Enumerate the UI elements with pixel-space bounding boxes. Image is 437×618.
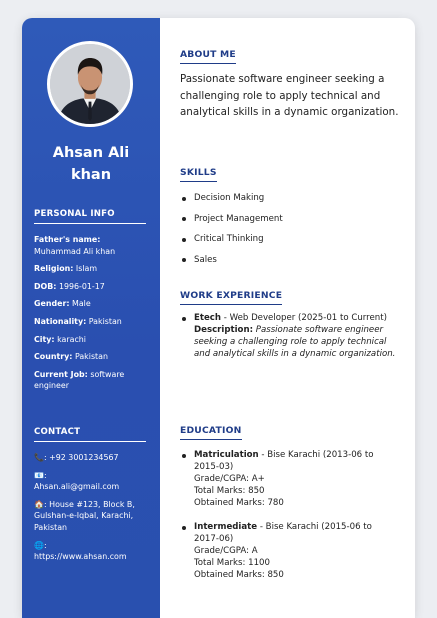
about-text: Passionate software engineer seeking a challenging role to apply technical and analytical skills in a dynamic organization. xyxy=(180,73,399,118)
grade-label: Grade/CGPA: xyxy=(194,546,250,556)
phone-icon: 📞 xyxy=(34,453,44,462)
skill-item: Critical Thinking xyxy=(180,233,399,245)
email-value[interactable]: Ahsan.ali@gmail.com xyxy=(34,482,120,492)
email-icon: 📧 xyxy=(34,470,44,480)
work-entry xyxy=(180,312,399,360)
total-marks-value: 1100 xyxy=(248,558,270,568)
nationality-value: Pakistan xyxy=(88,316,122,326)
contact-email: 📧: Ahsan.ali@gmail.com xyxy=(34,470,120,492)
contact-section xyxy=(34,427,146,569)
skill-item: Decision Making xyxy=(180,192,399,204)
work-company: Etech xyxy=(194,313,222,323)
contact-phone: 📞: +92 3001234567 xyxy=(34,453,119,462)
phone-value: +92 3001234567 xyxy=(49,453,119,462)
resume-card xyxy=(22,18,415,618)
education-section xyxy=(180,418,399,590)
education-detail: - Bise Karachi (2015-06 to 2017-06) xyxy=(194,522,372,544)
personal-info-heading: PERSONAL INFO xyxy=(34,209,146,224)
education-level: Intermediate xyxy=(194,522,258,532)
religion-value: Islam xyxy=(75,264,98,274)
home-icon: 🏠 xyxy=(34,499,44,509)
contact-address: 🏠: House #123, Block B, Gulshan-e-Iqbal, Karachi, Pakistan xyxy=(34,499,135,532)
current-job-value: software engineer xyxy=(34,369,125,391)
info-city xyxy=(34,334,146,346)
education-list xyxy=(180,449,399,581)
grade-value: A+ xyxy=(251,474,265,484)
obtained-marks-value: 780 xyxy=(267,498,284,508)
profile-photo xyxy=(47,41,133,127)
education-entry xyxy=(180,521,399,581)
fathers-name-value: Muhammad Ali khan xyxy=(34,246,116,256)
skills-list xyxy=(180,192,399,266)
gender-value: Male xyxy=(72,299,91,309)
current-job-label: Current Job: xyxy=(34,369,88,379)
skill-item: Project Management xyxy=(180,213,399,225)
grade-label: Grade/CGPA: xyxy=(194,474,250,484)
obtained-marks-label: Obtained Marks: xyxy=(194,570,265,580)
work-heading: WORK EXPERIENCE xyxy=(180,290,282,305)
country-value: Pakistan xyxy=(74,352,108,362)
country-label: Country: xyxy=(34,352,73,362)
total-marks-value: 850 xyxy=(248,486,265,496)
sidebar xyxy=(22,18,160,618)
contact-heading: CONTACT xyxy=(34,427,146,442)
profile-photo-image xyxy=(50,44,130,124)
info-dob xyxy=(34,281,146,293)
main-content xyxy=(160,18,415,618)
skill-item: Sales xyxy=(180,254,399,266)
work-list xyxy=(180,312,399,360)
candidate-name: Ahsan Ali khan xyxy=(52,145,130,183)
education-level: Matriculation xyxy=(194,450,259,460)
info-current-job xyxy=(34,369,146,392)
city-label: City: xyxy=(34,334,55,344)
work-description: Passionate software engineer seeking a challenging role to apply technical and analytical skills in a dynamic organization. xyxy=(194,325,396,359)
skills-section xyxy=(180,160,399,274)
about-heading: ABOUT ME xyxy=(180,49,236,64)
info-religion xyxy=(34,263,146,275)
city-value: karachi xyxy=(57,334,86,344)
obtained-marks-label: Obtained Marks: xyxy=(194,498,265,508)
education-heading: EDUCATION xyxy=(180,425,242,440)
work-experience-section xyxy=(180,283,399,369)
website-link[interactable]: https://www.ahsan.com xyxy=(34,552,127,562)
globe-icon: 🌐 xyxy=(34,540,44,550)
education-entry xyxy=(180,449,399,509)
obtained-marks-value: 850 xyxy=(267,570,284,580)
about-section xyxy=(180,42,399,121)
skills-heading: SKILLS xyxy=(180,167,217,182)
grade-value: A xyxy=(251,546,258,556)
work-role: - Web Developer (2025-01 to Current) xyxy=(221,313,387,323)
religion-label: Religion: xyxy=(34,264,74,274)
total-marks-label: Total Marks: xyxy=(194,558,246,568)
contact-website: 🌐: https://www.ahsan.com xyxy=(34,540,127,562)
info-country xyxy=(34,351,146,363)
info-nationality xyxy=(34,316,146,328)
fathers-name-label: Father's name: xyxy=(34,235,101,244)
info-fathers-name xyxy=(34,234,146,257)
total-marks-label: Total Marks: xyxy=(194,486,246,496)
work-description-label: Description: xyxy=(194,325,254,335)
dob-value: 1996-01-17 xyxy=(58,281,105,291)
info-gender xyxy=(34,298,146,310)
address-value: House #123, Block B, Gulshan-e-Iqbal, Karachi, Pakistan xyxy=(34,499,135,532)
education-detail: - Bise Karachi (2013-06 to 2015-03) xyxy=(194,450,374,472)
gender-label: Gender: xyxy=(34,299,70,309)
dob-label: DOB: xyxy=(34,281,57,291)
personal-info-section xyxy=(34,209,146,398)
nationality-label: Nationality: xyxy=(34,316,87,326)
